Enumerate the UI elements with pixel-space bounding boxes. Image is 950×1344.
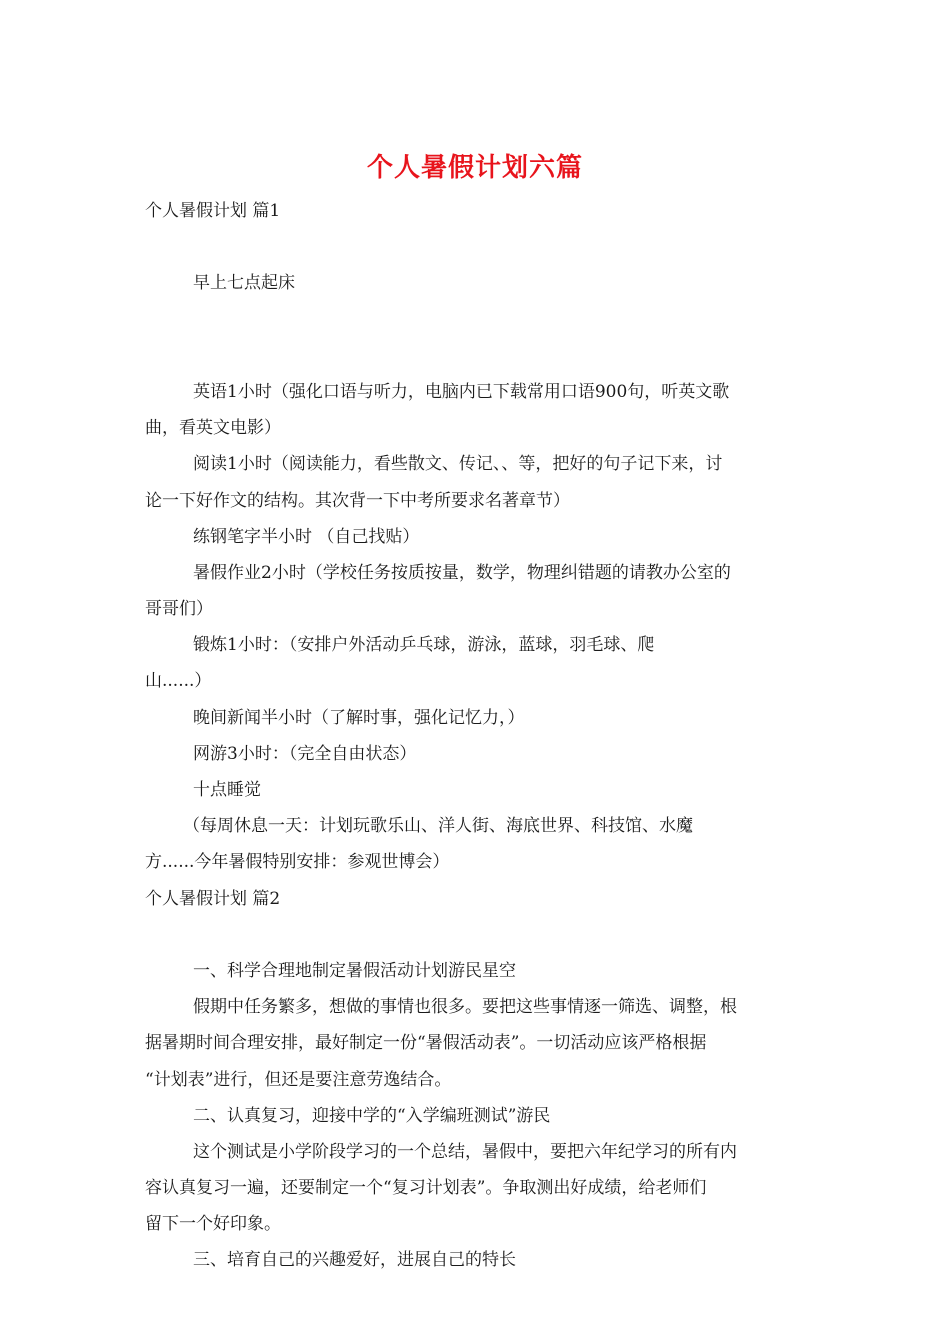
paragraph-line: 一、科学合理地制定暑假活动计划游民星空 xyxy=(193,960,516,981)
paragraph-line: 留下一个好印象。 xyxy=(145,1214,281,1235)
paragraph-line: 锻炼1小时：（安排户外活动乒乓球，游泳，蓝球，羽毛球、爬 xyxy=(193,635,655,656)
paragraph-line: 练钢笔字半小时 （自己找贴） xyxy=(193,526,420,547)
section-heading: 个人暑假计划 篇2 xyxy=(145,888,281,909)
paragraph-line: 暑假作业2小时（学校任务按质按量，数学，物理纠错题的请教办公室的 xyxy=(193,562,731,583)
blank-line xyxy=(145,338,810,374)
paragraph-line: 容认真复习一遍，还要制定一个“复习计划表”。争取测出好成绩，给老师们 xyxy=(145,1178,707,1199)
paragraph-line: 论一下好作文的结构。其次背一下中考所要求名著章节） xyxy=(145,490,570,511)
section-heading: 个人暑假计划 篇1 xyxy=(145,201,281,221)
paragraph-line: 晚间新闻半小时（了解时事，强化记忆力，） xyxy=(193,707,525,728)
blank-line xyxy=(145,229,810,265)
paragraph-line: 二、认真复习，迎接中学的“入学编班测试”游民 xyxy=(193,1105,551,1126)
paragraph-line: 曲，看英文电影） xyxy=(145,418,281,439)
paragraph-line: 假期中任务繁多，想做的事情也很多。要把这些事情逐一筛选、调整，根 xyxy=(193,997,737,1018)
paragraph-line: 这个测试是小学阶段学习的一个总结，暑假中，要把六年纪学习的所有内 xyxy=(193,1141,737,1162)
paragraph-line: 三、培育自己的兴趣爱好，进展自己的特长 xyxy=(193,1250,516,1271)
paragraph-line: （每周休息一天：计划玩歌乐山、洋人街、海底世界、科技馆、水魔 xyxy=(183,816,693,837)
paragraph-line: 十点睡觉 xyxy=(193,780,261,800)
paragraph-line: “计划表”进行，但还是要注意劳逸结合。 xyxy=(145,1069,452,1090)
paragraph-line: 阅读1小时（阅读能力，看些散文、传记、、等，把好的句子记下来，讨 xyxy=(193,454,723,475)
paragraph-line: 哥哥们） xyxy=(145,599,213,620)
paragraph-line: 据暑期时间合理安排，最好制定一份“暑假活动表”。一切活动应该严格根据 xyxy=(145,1033,707,1054)
paragraph-line: 山......） xyxy=(145,671,212,692)
blank-line xyxy=(145,917,810,953)
document-body xyxy=(145,193,810,1279)
document-title: 个人暑假计划六篇 xyxy=(366,153,583,183)
blank-line xyxy=(145,302,810,338)
paragraph-line: 方......今年暑假特别安排：参观世博会） xyxy=(145,852,450,873)
paragraph-line: 早上七点起床 xyxy=(193,273,295,294)
paragraph-line: 网游3小时：（完全自由状态） xyxy=(193,743,417,764)
paragraph-line: 英语1小时（强化口语与听力，电脑内已下载常用口语900句，听英文歌 xyxy=(193,381,730,402)
